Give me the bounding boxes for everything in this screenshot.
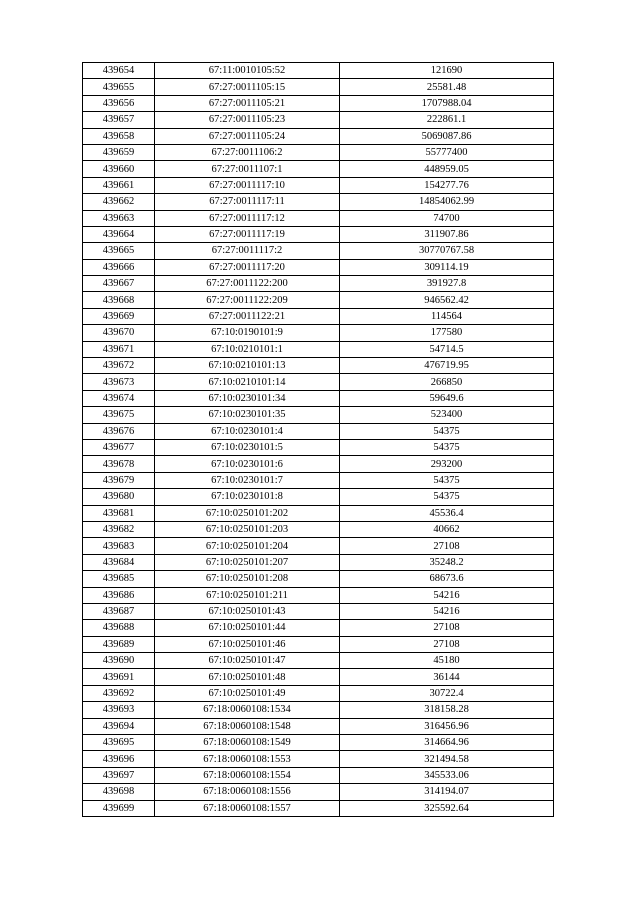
value-cell: 345533.06	[340, 767, 554, 783]
value-cell: 27108	[340, 538, 554, 554]
cadastral-number-cell: 67:18:0060108:1553	[155, 751, 340, 767]
cadastral-number-cell: 67:10:0250101:44	[155, 620, 340, 636]
table-row	[83, 63, 554, 79]
record-number-cell: 439670	[83, 325, 155, 341]
cadastral-number-cell: 67:27:0011117:12	[155, 210, 340, 226]
table-row	[83, 472, 554, 488]
cadastral-number-cell: 67:10:0230101:8	[155, 489, 340, 505]
record-number-cell: 439697	[83, 767, 155, 783]
value-cell: 448959.05	[340, 161, 554, 177]
value-cell: 45180	[340, 653, 554, 669]
value-cell: 68673.6	[340, 571, 554, 587]
value-cell: 293200	[340, 456, 554, 472]
table-row	[83, 554, 554, 570]
table-row	[83, 276, 554, 292]
record-number-cell: 439681	[83, 505, 155, 521]
cadastral-number-cell: 67:10:0230101:6	[155, 456, 340, 472]
cadastral-number-cell: 67:18:0060108:1549	[155, 735, 340, 751]
table-row	[83, 800, 554, 816]
value-cell: 321494.58	[340, 751, 554, 767]
record-number-cell: 439654	[83, 63, 155, 79]
value-cell: 74700	[340, 210, 554, 226]
table-row	[83, 128, 554, 144]
value-cell: 314194.07	[340, 784, 554, 800]
cadastral-number-cell: 67:10:0210101:1	[155, 341, 340, 357]
value-cell: 54375	[340, 439, 554, 455]
table-row	[83, 735, 554, 751]
cadastral-number-cell: 67:27:0011122:21	[155, 308, 340, 324]
value-cell: 325592.64	[340, 800, 554, 816]
table-row	[83, 456, 554, 472]
value-cell: 523400	[340, 407, 554, 423]
record-number-cell: 439673	[83, 374, 155, 390]
cadastral-number-cell: 67:10:0230101:7	[155, 472, 340, 488]
table-row	[83, 390, 554, 406]
value-cell: 40662	[340, 521, 554, 537]
cadastral-number-cell: 67:10:0250101:211	[155, 587, 340, 603]
value-cell: 45536.4	[340, 505, 554, 521]
table-row	[83, 210, 554, 226]
record-number-cell: 439668	[83, 292, 155, 308]
record-number-cell: 439677	[83, 439, 155, 455]
record-number-cell: 439660	[83, 161, 155, 177]
record-number-cell: 439680	[83, 489, 155, 505]
cadastral-number-cell: 67:27:0011106:2	[155, 144, 340, 160]
table-row	[83, 79, 554, 95]
table-row	[83, 669, 554, 685]
record-number-cell: 439689	[83, 636, 155, 652]
cadastral-number-cell: 67:10:0230101:5	[155, 439, 340, 455]
value-cell: 314664.96	[340, 735, 554, 751]
cadastral-number-cell: 67:27:0011122:200	[155, 276, 340, 292]
value-cell: 35248.2	[340, 554, 554, 570]
table-row	[83, 112, 554, 128]
record-number-cell: 439676	[83, 423, 155, 439]
record-number-cell: 439682	[83, 521, 155, 537]
value-cell: 27108	[340, 620, 554, 636]
table-row	[83, 521, 554, 537]
record-number-cell: 439674	[83, 390, 155, 406]
table-row	[83, 603, 554, 619]
cadastral-number-cell: 67:27:0011117:2	[155, 243, 340, 259]
value-cell: 30770767.58	[340, 243, 554, 259]
record-number-cell: 439665	[83, 243, 155, 259]
record-number-cell: 439675	[83, 407, 155, 423]
value-cell: 311907.86	[340, 226, 554, 242]
cadastral-number-cell: 67:10:0230101:35	[155, 407, 340, 423]
cadastral-number-cell: 67:10:0250101:203	[155, 521, 340, 537]
table-row	[83, 439, 554, 455]
record-number-cell: 439699	[83, 800, 155, 816]
value-cell: 25581.48	[340, 79, 554, 95]
table-row	[83, 685, 554, 701]
cadastral-number-cell: 67:18:0060108:1548	[155, 718, 340, 734]
record-number-cell: 439687	[83, 603, 155, 619]
table-row	[83, 161, 554, 177]
record-number-cell: 439661	[83, 177, 155, 193]
cadastral-number-cell: 67:18:0060108:1554	[155, 767, 340, 783]
table-row	[83, 259, 554, 275]
cadastral-number-cell: 67:18:0060108:1557	[155, 800, 340, 816]
table-row	[83, 702, 554, 718]
table-row	[83, 423, 554, 439]
cadastral-number-cell: 67:27:0011117:11	[155, 194, 340, 210]
record-number-cell: 439692	[83, 685, 155, 701]
record-number-cell: 439666	[83, 259, 155, 275]
record-number-cell: 439657	[83, 112, 155, 128]
record-number-cell: 439693	[83, 702, 155, 718]
value-cell: 114564	[340, 308, 554, 324]
table-row	[83, 325, 554, 341]
value-cell: 222861.1	[340, 112, 554, 128]
record-number-cell: 439659	[83, 144, 155, 160]
record-number-cell: 439667	[83, 276, 155, 292]
table-row	[83, 751, 554, 767]
table-row	[83, 505, 554, 521]
record-number-cell: 439686	[83, 587, 155, 603]
cadastral-number-cell: 67:10:0250101:207	[155, 554, 340, 570]
table-row	[83, 292, 554, 308]
cadastral-number-cell: 67:27:0011105:15	[155, 79, 340, 95]
value-cell: 266850	[340, 374, 554, 390]
record-number-cell: 439696	[83, 751, 155, 767]
cadastral-number-cell: 67:10:0250101:48	[155, 669, 340, 685]
value-cell: 54714.5	[340, 341, 554, 357]
cadastral-number-cell: 67:10:0190101:9	[155, 325, 340, 341]
table-row	[83, 620, 554, 636]
cadastral-number-cell: 67:10:0250101:202	[155, 505, 340, 521]
value-cell: 55777400	[340, 144, 554, 160]
cadastral-number-cell: 67:27:0011105:24	[155, 128, 340, 144]
table-row	[83, 407, 554, 423]
value-cell: 476719.95	[340, 358, 554, 374]
value-cell: 54216	[340, 587, 554, 603]
cadastral-number-cell: 67:10:0230101:4	[155, 423, 340, 439]
value-cell: 1707988.04	[340, 95, 554, 111]
table-row	[83, 653, 554, 669]
table-row	[83, 177, 554, 193]
cadastral-number-cell: 67:10:0250101:208	[155, 571, 340, 587]
value-cell: 36144	[340, 669, 554, 685]
table-row	[83, 144, 554, 160]
table-row	[83, 489, 554, 505]
cadastral-number-cell: 67:10:0250101:43	[155, 603, 340, 619]
table-row	[83, 243, 554, 259]
table-row	[83, 636, 554, 652]
table-row	[83, 95, 554, 111]
table-row	[83, 374, 554, 390]
cadastral-number-cell: 67:10:0250101:47	[155, 653, 340, 669]
table-row	[83, 358, 554, 374]
record-number-cell: 439671	[83, 341, 155, 357]
value-cell: 121690	[340, 63, 554, 79]
value-cell: 177580	[340, 325, 554, 341]
value-cell: 59649.6	[340, 390, 554, 406]
value-cell: 5069087.86	[340, 128, 554, 144]
table-row	[83, 784, 554, 800]
cadastral-value-table	[82, 62, 554, 817]
value-cell: 946562.42	[340, 292, 554, 308]
cadastral-number-cell: 67:27:0011122:209	[155, 292, 340, 308]
value-cell: 30722.4	[340, 685, 554, 701]
value-cell: 316456.96	[340, 718, 554, 734]
record-number-cell: 439672	[83, 358, 155, 374]
value-cell: 54375	[340, 472, 554, 488]
record-number-cell: 439691	[83, 669, 155, 685]
value-cell: 54375	[340, 489, 554, 505]
cadastral-number-cell: 67:18:0060108:1534	[155, 702, 340, 718]
cadastral-number-cell: 67:18:0060108:1556	[155, 784, 340, 800]
record-number-cell: 439656	[83, 95, 155, 111]
record-number-cell: 439678	[83, 456, 155, 472]
table-row	[83, 571, 554, 587]
record-number-cell: 439683	[83, 538, 155, 554]
table-row	[83, 718, 554, 734]
value-cell: 14854062.99	[340, 194, 554, 210]
table-row	[83, 226, 554, 242]
cadastral-number-cell: 67:10:0250101:46	[155, 636, 340, 652]
record-number-cell: 439688	[83, 620, 155, 636]
cadastral-number-cell: 67:11:0010105:52	[155, 63, 340, 79]
record-number-cell: 439698	[83, 784, 155, 800]
cadastral-number-cell: 67:10:0250101:49	[155, 685, 340, 701]
cadastral-number-cell: 67:27:0011107:1	[155, 161, 340, 177]
value-cell: 391927.8	[340, 276, 554, 292]
value-cell: 318158.28	[340, 702, 554, 718]
record-number-cell: 439662	[83, 194, 155, 210]
record-number-cell: 439684	[83, 554, 155, 570]
record-number-cell: 439685	[83, 571, 155, 587]
record-number-cell: 439663	[83, 210, 155, 226]
table-row	[83, 341, 554, 357]
table-row	[83, 587, 554, 603]
table-row	[83, 308, 554, 324]
record-number-cell: 439655	[83, 79, 155, 95]
cadastral-number-cell: 67:10:0230101:34	[155, 390, 340, 406]
record-number-cell: 439690	[83, 653, 155, 669]
record-number-cell: 439669	[83, 308, 155, 324]
table-row	[83, 767, 554, 783]
record-number-cell: 439695	[83, 735, 155, 751]
record-number-cell: 439679	[83, 472, 155, 488]
cadastral-number-cell: 67:27:0011105:23	[155, 112, 340, 128]
cadastral-number-cell: 67:27:0011117:19	[155, 226, 340, 242]
table-row	[83, 538, 554, 554]
cadastral-number-cell: 67:27:0011117:20	[155, 259, 340, 275]
cadastral-number-cell: 67:10:0210101:13	[155, 358, 340, 374]
value-cell: 154277.76	[340, 177, 554, 193]
record-number-cell: 439694	[83, 718, 155, 734]
value-cell: 54375	[340, 423, 554, 439]
cadastral-number-cell: 67:27:0011105:21	[155, 95, 340, 111]
table-body	[83, 63, 554, 817]
table-row	[83, 194, 554, 210]
cadastral-number-cell: 67:27:0011117:10	[155, 177, 340, 193]
record-number-cell: 439658	[83, 128, 155, 144]
value-cell: 27108	[340, 636, 554, 652]
cadastral-number-cell: 67:10:0250101:204	[155, 538, 340, 554]
value-cell: 309114.19	[340, 259, 554, 275]
record-number-cell: 439664	[83, 226, 155, 242]
value-cell: 54216	[340, 603, 554, 619]
cadastral-number-cell: 67:10:0210101:14	[155, 374, 340, 390]
